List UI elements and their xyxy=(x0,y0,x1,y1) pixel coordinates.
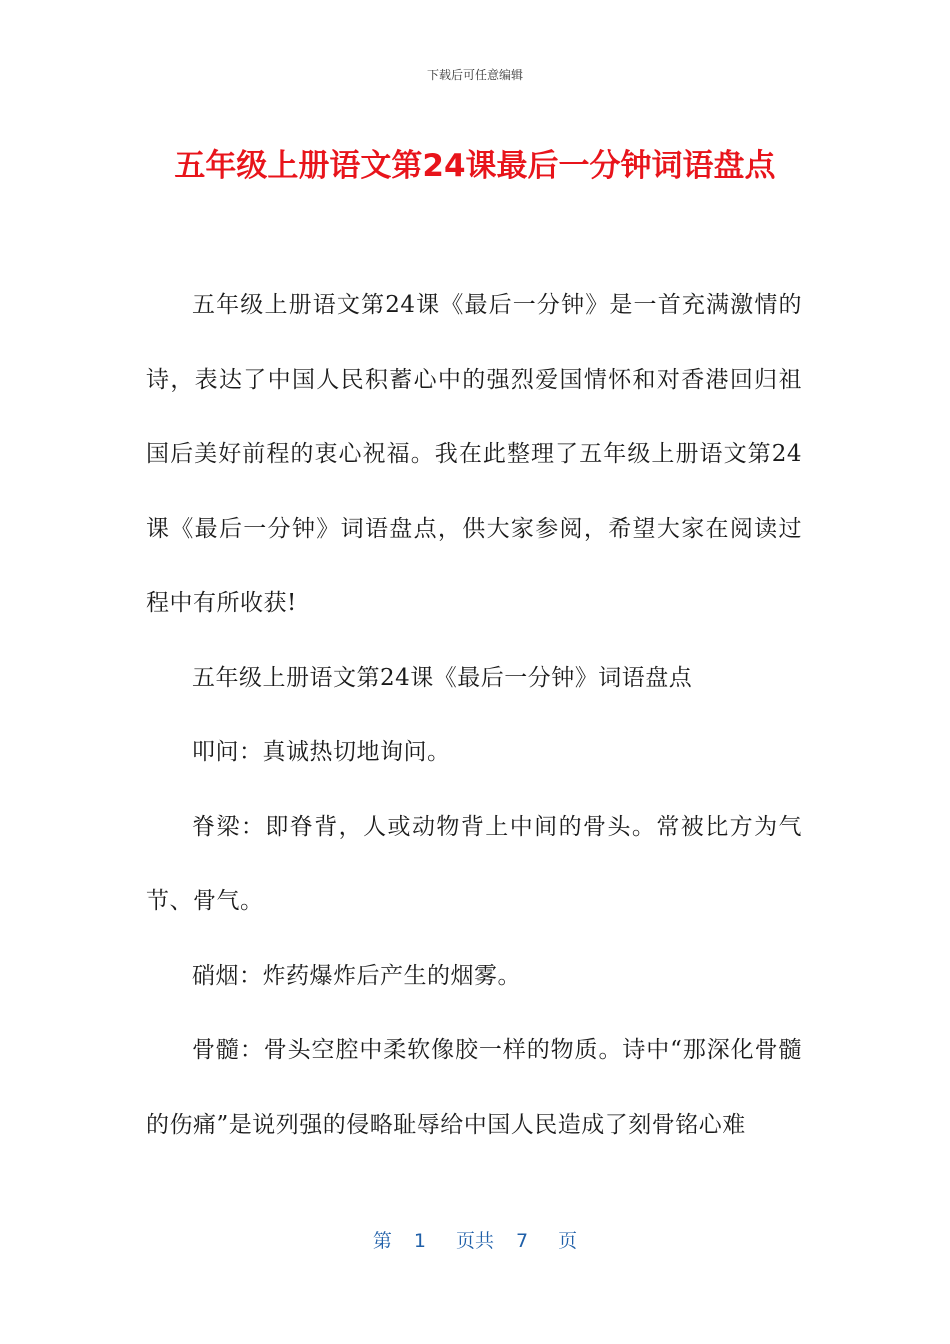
footer-total-pages: 7 xyxy=(516,1230,529,1252)
footer-suffix: 页 xyxy=(558,1230,578,1252)
document-body xyxy=(146,268,802,1162)
footer-middle: 页共 xyxy=(455,1230,494,1252)
vocab-entry: 骨髓：骨头空腔中柔软像胶一样的物质。诗中“那深化骨髓的伤痛”是说列强的侵略耻辱给中国人民造成了刻骨铭心难 xyxy=(146,1037,802,1138)
vocab-entry: 叩问：真诚热切地询问。 xyxy=(192,739,451,765)
section-heading: 五年级上册语文第24课《最后一分钟》词语盘点 xyxy=(192,664,693,691)
footer-prefix: 第 xyxy=(372,1230,392,1252)
intro-paragraph: 五年级上册语文第24课《最后一分钟》是一首充满激情的诗，表达了中国人民积蓄心中的强烈爱国情怀和对香港回归祖国后美好前程的衷心祝福。我在此整理了五年级上册语文第24课《最后一分钟》词语盘点，供大家参阅，希望大家在阅读过程中有所收获! xyxy=(146,292,802,616)
vocab-entry: 脊梁：即脊背，人或动物背上中间的骨头。常被比方为气节、骨气。 xyxy=(146,813,802,914)
vocab-entry: 硝烟：炸药爆炸后产生的烟雾。 xyxy=(192,962,521,989)
page-footer xyxy=(0,1226,950,1253)
footer-current-page: 1 xyxy=(413,1230,426,1252)
document-title: 五年级上册语文第24课最后一分钟词语盘点 xyxy=(174,148,776,184)
header-note: 下载后可任意编辑 xyxy=(426,68,523,82)
